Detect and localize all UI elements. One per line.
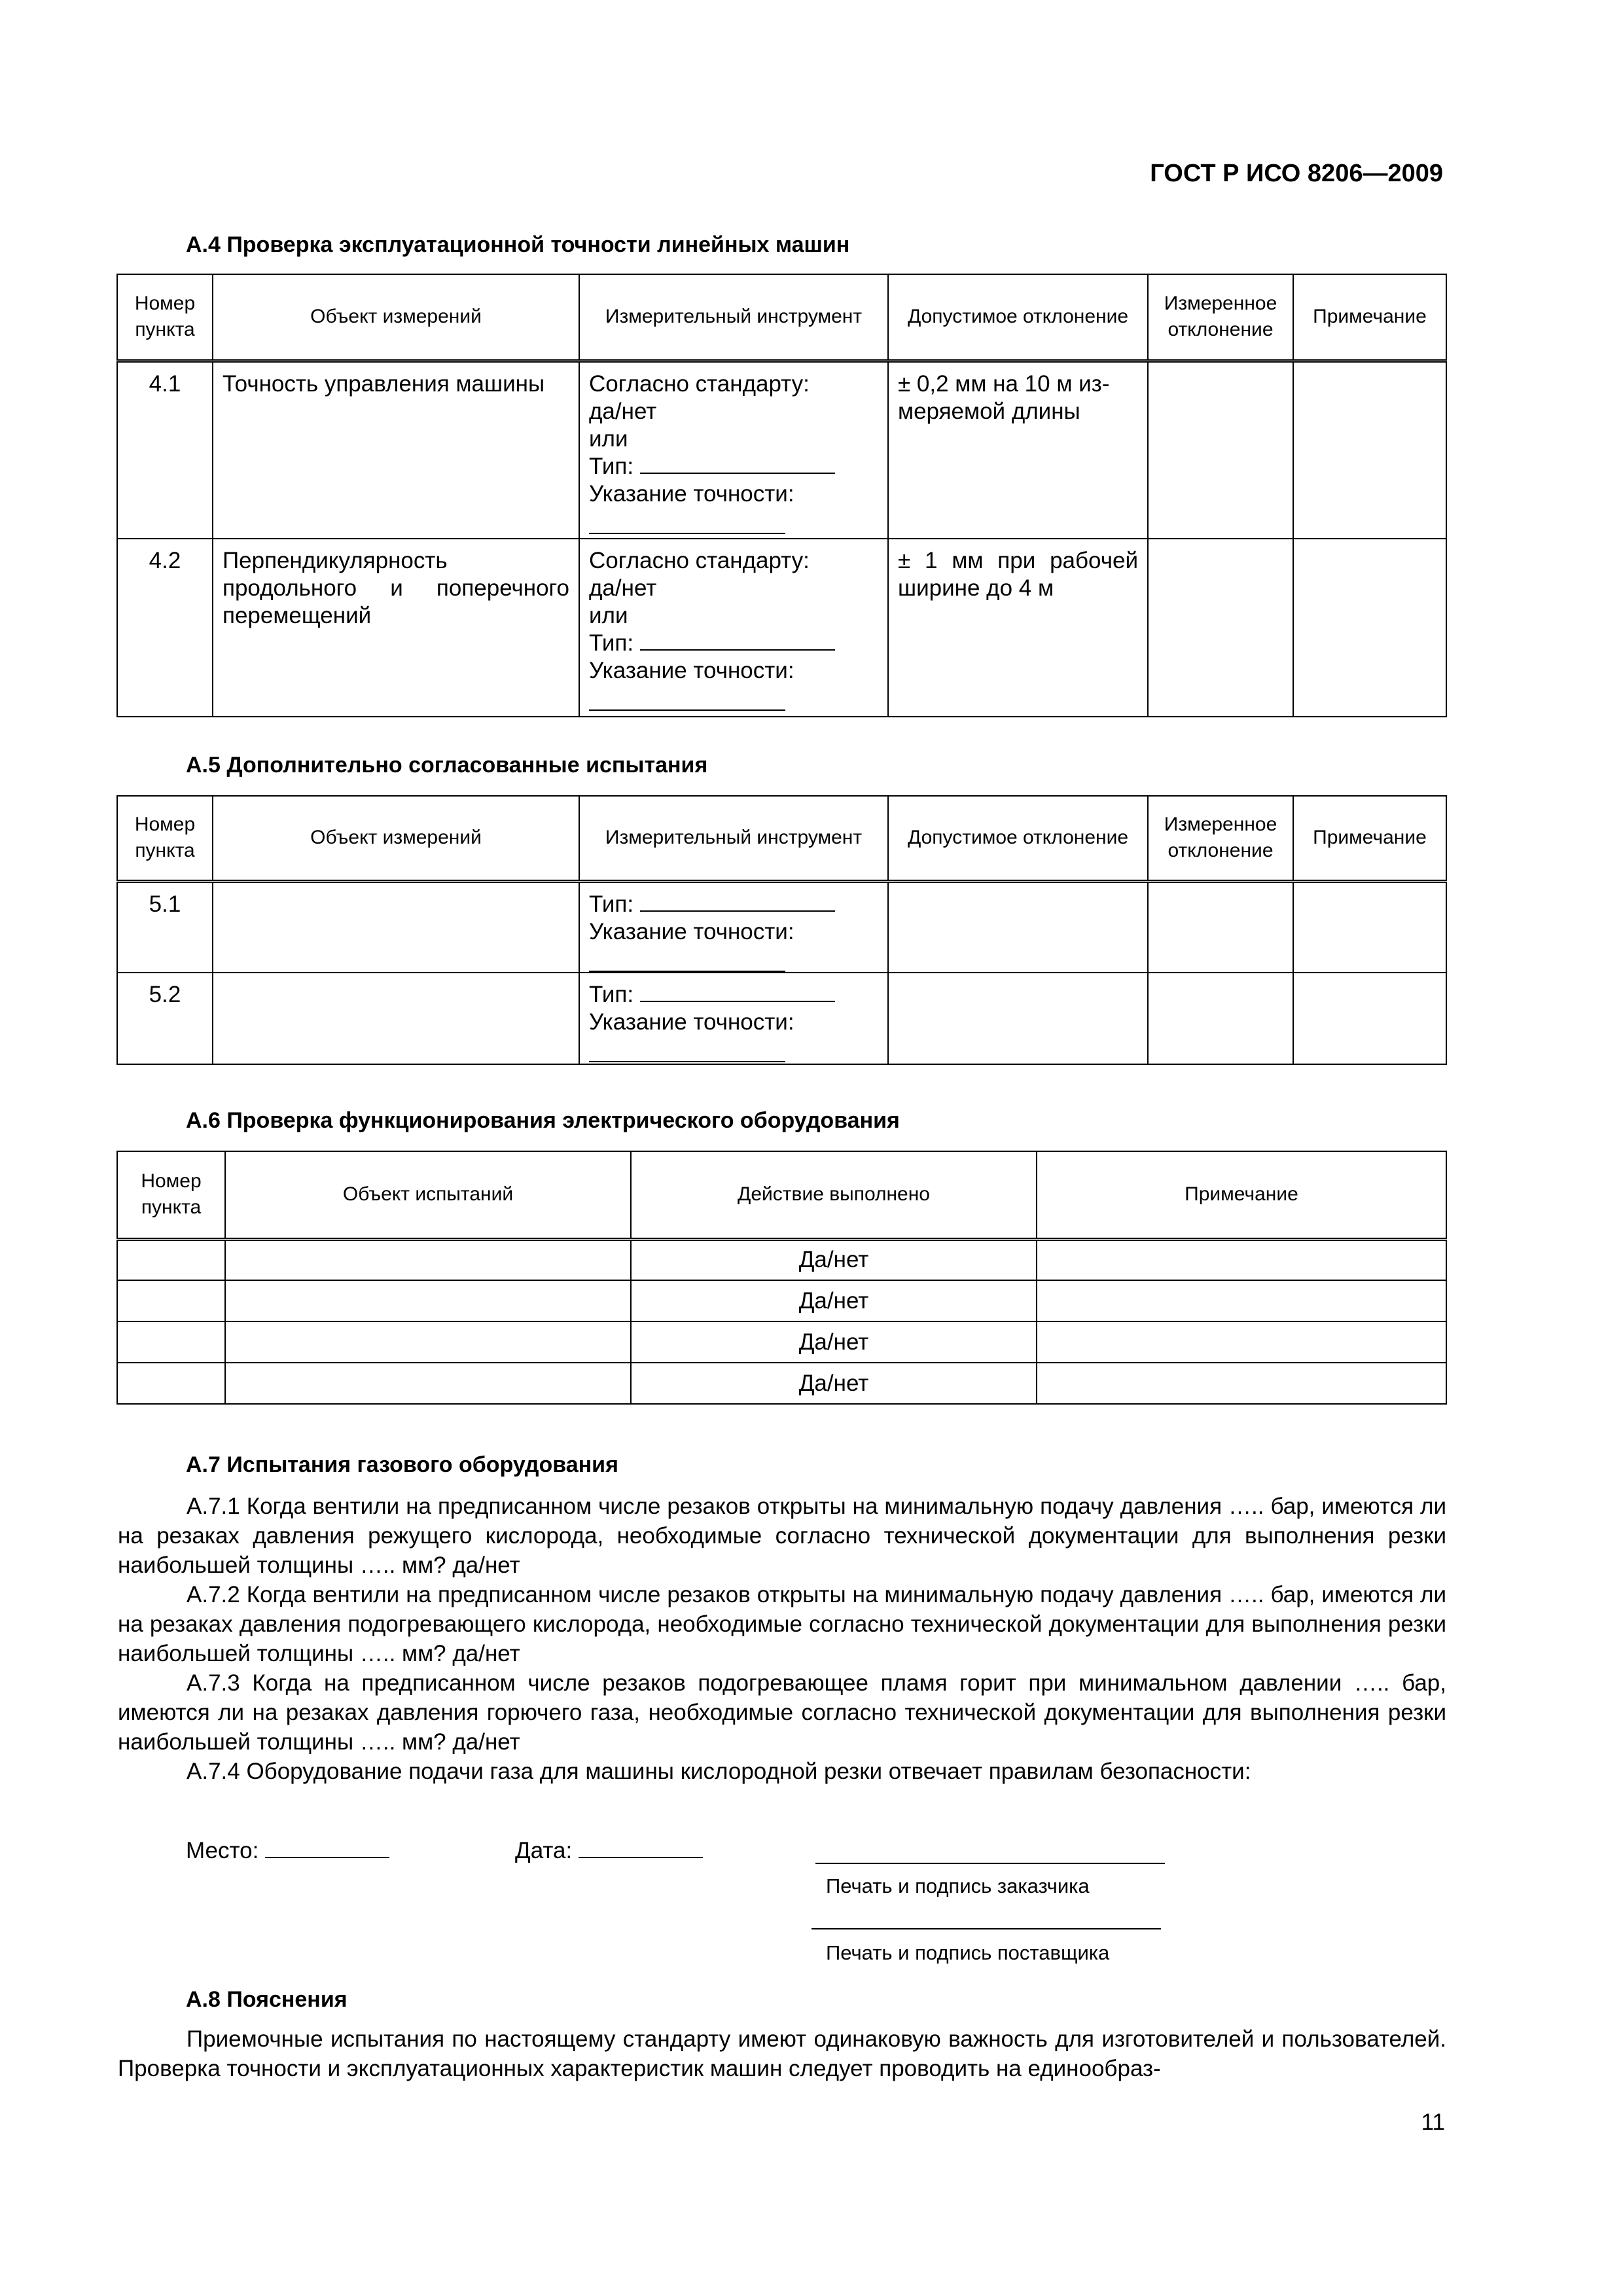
col-header-action-done: Действие выполнено — [631, 1151, 1037, 1239]
measured-deviation — [1148, 973, 1293, 1064]
col-header-instrument: Измерительный инструмент — [579, 796, 888, 881]
customer-signature-line — [815, 1863, 1165, 1864]
a7-paragraphs — [118, 1492, 1446, 1786]
note-cell — [1037, 1239, 1446, 1280]
test-object — [225, 1363, 631, 1404]
place-label: Место: — [186, 1838, 259, 1863]
standard-label: Согласно стандарту: — [589, 548, 810, 573]
paragraph-a8: Приемочные испытания по настоящему стандарту имеют одинаковую важность для изготовителей и пользователей. Проверка точности и эксплуатационных характеристик машин следует проводить на единообраз- — [118, 2026, 1446, 2081]
a6-table — [116, 1151, 1447, 1405]
section-a4-title: А.4 Проверка эксплуатационной точности линейных машин — [186, 232, 850, 257]
measured-deviation — [1148, 361, 1293, 539]
section-a7-title: А.7 Испытания газового оборудования — [186, 1452, 618, 1477]
accuracy-blank — [589, 685, 785, 711]
action-done-value: Да/нет — [631, 1280, 1037, 1321]
col-header-object: Объект измерений — [213, 274, 579, 361]
action-done-value: Да/нет — [631, 1239, 1037, 1280]
type-label: Тип: — [589, 630, 634, 656]
accuracy-label: Указание точности: — [589, 1009, 794, 1035]
note-cell — [1293, 361, 1446, 539]
col-header-measured: Измеренное отклонение — [1148, 274, 1293, 361]
a4-table — [116, 274, 1447, 717]
paragraph-a7-3: А.7.3 Когда на предписанном числе резаков подогревающее пламя горит при минимальном давлении ….. бар, имеются ли на резаках давления горючего газа, необходимые согласно технической документации для выполнения резки наибольшей толщины ….. мм? да/нет — [118, 1670, 1446, 1755]
measurement-object — [213, 881, 579, 973]
supplier-signature-line — [812, 1928, 1161, 1929]
measured-deviation — [1148, 539, 1293, 717]
table-row — [117, 881, 1446, 973]
instrument-cell — [579, 973, 888, 1064]
test-object — [225, 1321, 631, 1363]
allowed-tolerance: ± 0,2 мм на 10 м из-меряемой длины — [888, 361, 1148, 539]
row-number: 4.2 — [117, 539, 213, 717]
col-header-tolerance: Допустимое отклонение — [888, 274, 1148, 361]
section-a5-title: А.5 Дополнительно согласованные испытания — [186, 753, 708, 778]
measurement-object: Точность управления машины — [213, 361, 579, 539]
or-label: или — [589, 425, 628, 452]
paragraph-a7-1: А.7.1 Когда вентили на предписанном числе резаков открыты на минимальную подачу давления ….. бар, имеются ли на резаках давления режущего кислорода, необходимые согласно технической документации для выполнения резки наибольшей толщины ….. мм? да/нет — [118, 1494, 1446, 1578]
type-blank — [640, 473, 835, 474]
col-header-note: Примечание — [1037, 1151, 1446, 1239]
instrument-cell — [579, 881, 888, 973]
test-object — [225, 1239, 631, 1280]
customer-signature-caption: Печать и подпись заказчика — [826, 1874, 1090, 1897]
test-object — [225, 1280, 631, 1321]
row-number — [117, 1321, 225, 1363]
col-header-number: Номер пункта — [117, 1151, 225, 1239]
type-label: Тип: — [589, 453, 634, 479]
table-row — [117, 1239, 1446, 1280]
col-header-object: Объект измерений — [213, 796, 579, 881]
instrument-cell — [579, 361, 888, 539]
or-label: или — [589, 603, 628, 628]
yes-no-label: да/нет — [589, 398, 657, 424]
note-cell — [1037, 1280, 1446, 1321]
yes-no-label: да/нет — [589, 575, 657, 601]
instrument-cell — [579, 539, 888, 717]
document-code: ГОСТ Р ИСО 8206—2009 — [1150, 160, 1443, 187]
col-header-test-object: Объект испытаний — [225, 1151, 631, 1239]
accuracy-blank — [589, 1036, 785, 1062]
action-done-value: Да/нет — [631, 1363, 1037, 1404]
col-header-number: Номер пункта — [117, 274, 213, 361]
type-blank — [640, 910, 835, 912]
accuracy-blank — [589, 508, 785, 534]
row-number: 4.1 — [117, 361, 213, 539]
accuracy-label: Указание точности: — [589, 918, 794, 944]
row-number — [117, 1239, 225, 1280]
section-a8-title: А.8 Пояснения — [186, 1987, 348, 2012]
accuracy-blank — [589, 946, 785, 972]
row-number: 5.2 — [117, 973, 213, 1064]
accuracy-label: Указание точности: — [589, 480, 794, 507]
action-done-value: Да/нет — [631, 1321, 1037, 1363]
table-row — [117, 539, 1446, 717]
place-field — [186, 1838, 389, 1864]
measurement-object: Перпендикулярность продольного и поперечного перемещений — [213, 539, 579, 717]
date-blank — [579, 1857, 703, 1858]
type-blank — [640, 1001, 835, 1002]
paragraph-a7-4: А.7.4 Оборудование подачи газа для машины кислородной резки отвечает правилам безопасности: — [187, 1759, 1251, 1784]
table-row — [117, 973, 1446, 1064]
col-header-tolerance: Допустимое отклонение — [888, 796, 1148, 881]
date-field — [515, 1838, 703, 1864]
page-number: 11 — [1421, 2109, 1445, 2135]
a5-table — [116, 795, 1447, 1065]
note-cell — [1293, 881, 1446, 973]
paragraph-a7-2: А.7.2 Когда вентили на предписанном числе резаков открыты на минимальную подачу давления ….. бар, имеются ли на резаках давления подогревающего кислорода, необходимые согласно технической документации для выполнения резки наибольшей толщины ….. мм? да/нет — [118, 1582, 1446, 1666]
accuracy-label: Указание точности: — [589, 658, 794, 683]
note-cell — [1037, 1363, 1446, 1404]
standard-label: Согласно стандарту: — [589, 370, 810, 397]
col-header-number: Номер пункта — [117, 796, 213, 881]
place-blank — [265, 1857, 389, 1858]
allowed-tolerance: ± 1 мм при рабочей ширине до 4 м — [888, 539, 1148, 717]
col-header-note: Примечание — [1293, 796, 1446, 881]
row-number — [117, 1280, 225, 1321]
note-cell — [1037, 1321, 1446, 1363]
type-label: Тип: — [589, 891, 634, 917]
section-a6-title: А.6 Проверка функционирования электрического оборудования — [186, 1108, 900, 1133]
table-row — [117, 361, 1446, 539]
supplier-signature-caption: Печать и подпись поставщика — [826, 1941, 1110, 1964]
type-label: Тип: — [589, 982, 634, 1007]
measured-deviation — [1148, 881, 1293, 973]
col-header-instrument: Измерительный инструмент — [579, 274, 888, 361]
type-blank — [640, 649, 835, 651]
row-number: 5.1 — [117, 881, 213, 973]
note-cell — [1293, 539, 1446, 717]
table-row — [117, 1321, 1446, 1363]
a8-text — [118, 2024, 1446, 2083]
note-cell — [1293, 973, 1446, 1064]
table-row — [117, 1363, 1446, 1404]
col-header-measured: Измеренное отклонение — [1148, 796, 1293, 881]
col-header-note: Примечание — [1293, 274, 1446, 361]
allowed-tolerance — [888, 881, 1148, 973]
table-row — [117, 1280, 1446, 1321]
measurement-object — [213, 973, 579, 1064]
row-number — [117, 1363, 225, 1404]
allowed-tolerance — [888, 973, 1148, 1064]
date-label: Дата: — [515, 1838, 573, 1863]
